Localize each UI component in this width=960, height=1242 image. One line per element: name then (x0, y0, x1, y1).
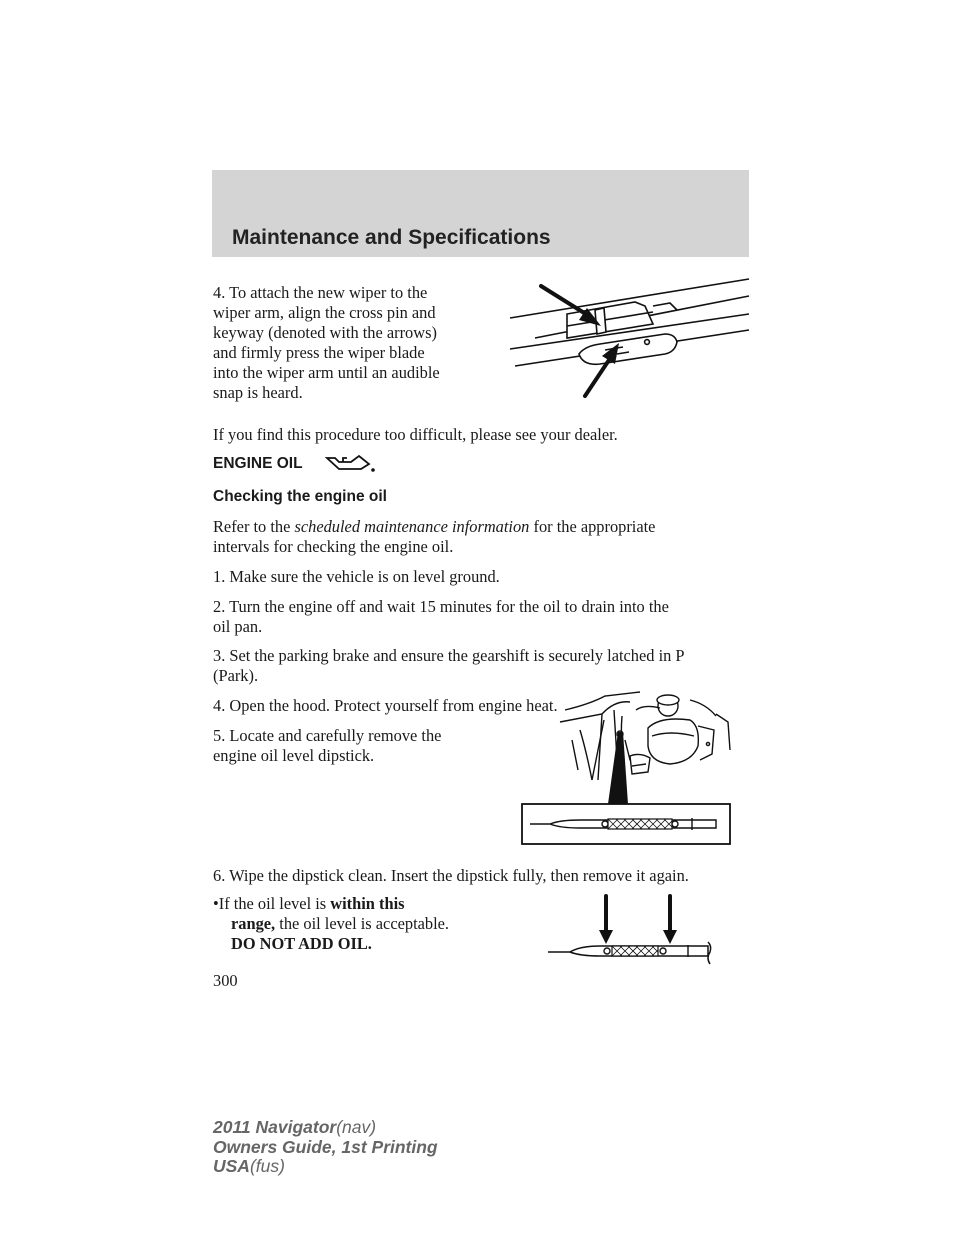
wiper-illustration (505, 268, 755, 403)
bullet-line2 (231, 914, 449, 935)
wiper-step4-line4: and firmly press the wiper blade (213, 343, 425, 362)
oil-step6: 6. Wipe the dipstick clean. Insert the dipstick fully, then remove it again. (213, 866, 689, 885)
oil-step2-line2: oil pan. (213, 617, 263, 636)
bullet-text: the oil level is acceptable. (279, 914, 450, 933)
wiper-step4-line3: keyway (denoted with the arrows) (213, 323, 437, 342)
refer-line2: intervals for checking the engine oil. (213, 537, 454, 556)
wiper-step4-line2: wiper arm, align the cross pin and (213, 303, 436, 322)
bullet-bold2: range, (231, 914, 276, 933)
oil-can-icon (325, 452, 377, 474)
bullet-line3: DO NOT ADD OIL. (231, 934, 372, 953)
oil-step5-line2: engine oil level dipstick. (213, 746, 375, 765)
bullet-bold1: within this (330, 894, 405, 913)
footer-model-code: (nav) (336, 1117, 377, 1137)
oil-step3-line1: 3. Set the parking brake and ensure the gearshift is securely latched in P (213, 646, 685, 665)
oil-step1: 1. Make sure the vehicle is on level ground. (213, 567, 500, 586)
wiper-difficult-note: If you find this procedure too difficult, please see your dealer. (213, 425, 618, 444)
wiper-step4-line6: snap is heard. (213, 383, 303, 402)
footer-line2: Owners Guide, 1st Printing (213, 1136, 438, 1157)
engine-oil-subheading: Checking the engine oil (213, 488, 387, 505)
engine-dipstick-illustration (520, 670, 745, 850)
engine-oil-heading: ENGINE OIL (213, 455, 303, 472)
footer-line1 (213, 1118, 438, 1138)
bullet-line1 (213, 894, 405, 915)
dipstick-range-illustration (540, 890, 720, 970)
bullet-prefix: If the oil level is (218, 894, 327, 913)
page-title: Maintenance and Specifications (232, 226, 551, 249)
oil-step2-line1: 2. Turn the engine off and wait 15 minutes for the oil to drain into the (213, 597, 669, 616)
oil-step3-line2: (Park). (213, 666, 259, 685)
wiper-step4-line5: into the wiper arm until an audible (213, 363, 440, 382)
footer-region-code: (fus) (249, 1156, 285, 1176)
footer-model: 2011 Navigator (213, 1117, 337, 1137)
bullet-marker: • (213, 894, 219, 913)
oil-step4: 4. Open the hood. Protect yourself from engine heat. (213, 696, 558, 715)
footer-line3 (213, 1157, 438, 1177)
footer-region: USA (213, 1156, 250, 1176)
page-number: 300 (213, 971, 238, 990)
wiper-step4-line1: 4. To attach the new wiper to the (213, 283, 428, 302)
oil-step5-line1: 5. Locate and carefully remove the (213, 726, 442, 745)
refer-italic: scheduled maintenance information (294, 517, 530, 536)
footer (213, 1118, 438, 1177)
refer-suffix: for the appropriate (533, 517, 656, 536)
refer-line1 (213, 517, 655, 538)
refer-prefix: Refer to the (213, 517, 291, 536)
